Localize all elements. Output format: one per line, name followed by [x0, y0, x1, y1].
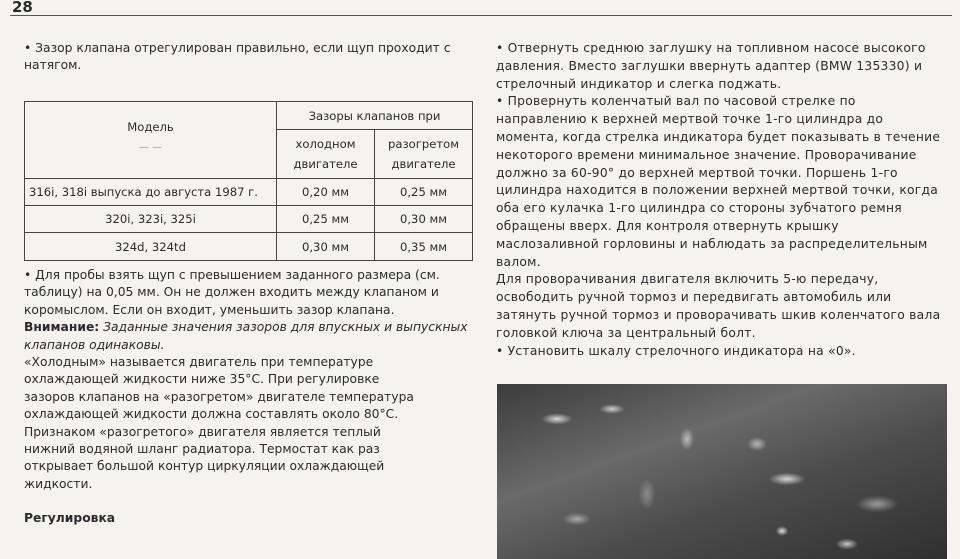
cold-gap-cell: 0,30 мм: [277, 233, 375, 261]
table-row: [25, 233, 473, 261]
valve-gap-table: [24, 101, 473, 261]
attention-text: Заданные значения зазоров для впускных и выпускных клапанов одинаковы.: [24, 320, 468, 352]
section-heading: Регулировка: [24, 511, 116, 526]
model-header-dash: — —: [138, 142, 163, 153]
rotation-paragraph: Для проворачивания двигателя включить 5-ю передачу, освободить ручной тормоз и передвигать автомобиль или затянуть ручной тормоз и проворачивать шкив коленчатого вала головкой ключа за центральный болт.: [496, 272, 941, 340]
right-column: [496, 40, 942, 360]
model-cell: 324d, 324td: [25, 233, 277, 261]
left-column: [24, 40, 472, 75]
engine-photo: [497, 384, 947, 559]
left-column-lower: [24, 267, 472, 528]
warm-gap-cell: 0,30 мм: [375, 206, 473, 233]
cold-engine-paragraph: «Холодным» называется двигатель при температуре охлаждающей жидкости ниже 35°С. При регулировке зазоров клапанов на «разогретом» двигателе температура охлаждающей жидкости должна составлять около 80°С. Признаком «разогретого» двигателя является теплый нижний водяной шланг радиатора. Термостат как раз открывает большой контур циркуляции охлаждающей жидкости.: [24, 355, 414, 491]
table-row: [25, 179, 473, 206]
page-number: 28: [12, 0, 33, 16]
gap-check-paragraph: • Зазор клапана отрегулирован правильно, если щуп проходит с натягом.: [24, 40, 472, 75]
cold-gap-cell: 0,25 мм: [277, 206, 375, 233]
probe-paragraph: • Для пробы взять щуп с превышением заданного размера (см. таблицу) на 0,05 мм. Он не должен входить между клапаном и коромыслом. Если он входит, уменьшить зазор клапана.: [24, 267, 472, 319]
crankshaft-paragraph: • Провернуть коленчатый вал по часовой стрелке по направлению к верхней мертвой точке 1-го цилиндра до момента, когда стрелка индикатора будет показывать в течение некоторого времени минимальное значение. Проворачивание должно за 60-90° до верхней мертвой точки. Поршень 1-го цилиндра находится в положении верхней мертвой точки, когда оба его кулачка 1-го цилиндра со стороны зубчатого ремня обращены вверх. Для контроля отвернуть крышку маслозаливной горловины и наблюдать за распределительным валом.: [496, 93, 942, 271]
attention-note: [24, 319, 472, 354]
warm-gap-cell: 0,35 мм: [375, 233, 473, 261]
attention-label: Внимание:: [24, 320, 100, 335]
gap-group-header: Зазоры клапанов при: [277, 102, 473, 130]
adapter-paragraph: • Отвернуть среднюю заглушку на топливном насосе высокого давления. Вместо заглушки ввернуть адаптер (BMW 135330) и стрелочный индикатор и слегка поджать.: [496, 40, 942, 93]
cold-engine-header: холодном двигателе: [277, 130, 375, 179]
model-header: Модель — —: [25, 102, 277, 179]
cold-gap-cell: 0,20 мм: [277, 179, 375, 206]
model-cell: 320i, 323i, 325i: [25, 206, 277, 233]
header-rule: [10, 15, 952, 16]
warm-gap-cell: 0,25 мм: [375, 179, 473, 206]
model-cell: 316i, 318i выпуска до августа 1987 г.: [25, 179, 277, 206]
warm-engine-header: разогретом двигателе: [375, 130, 473, 179]
table-row: [25, 206, 473, 233]
indicator-zero-paragraph: • Установить шкалу стрелочного индикатора на «0».: [496, 343, 942, 361]
